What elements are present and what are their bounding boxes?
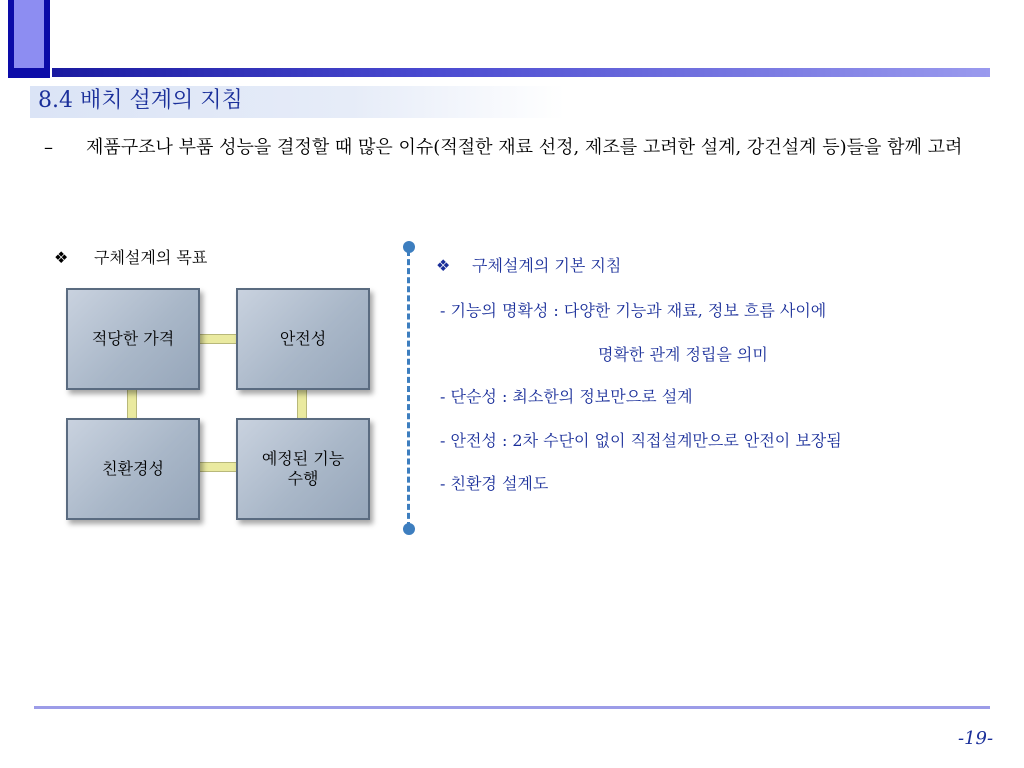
goal-box-eco: 친환경성 [66, 418, 200, 520]
goal-box-safety: 안전성 [236, 288, 370, 390]
connector-top [197, 334, 239, 344]
guideline-item: - 기능의 명확성 : 다양한 기능과 재료, 정보 흐름 사이에 [440, 301, 827, 320]
intro-text: 제품구조나 부품 성능을 결정할 때 많은 이슈(적절한 재료 선정, 제조를 고려한 설계, 강건설계 등)들을 함께 고려 [86, 137, 963, 158]
connector-bottom [197, 462, 239, 472]
separator-dot-bottom [403, 523, 415, 535]
header-decoration-highlight [14, 0, 44, 68]
goals-heading-text: 구체설계의 목표 [94, 248, 208, 267]
goal-box-function: 예정된 기능 수행 [236, 418, 370, 520]
header-rule [52, 68, 990, 77]
bullet-diamond-icon: ❖ [54, 248, 69, 267]
intro-dash: – [44, 137, 53, 158]
guideline-item-continuation: 명확한 관계 정립을 의미 [598, 345, 768, 364]
guidelines-heading-text: 구체설계의 기본 지침 [472, 256, 622, 275]
footer-rule [34, 706, 990, 709]
guidelines-heading [436, 253, 621, 276]
bullet-diamond-icon: ❖ [436, 256, 451, 275]
section-title: 8.4 배치 설계의 지침 [38, 88, 243, 113]
guideline-item: - 단순성 : 최소한의 정보만으로 설계 [440, 387, 693, 406]
goal-box-price: 적당한 가격 [66, 288, 200, 390]
vertical-separator [407, 250, 410, 528]
separator-dot-top [403, 241, 415, 253]
goals-heading [54, 245, 207, 268]
page-number: -19- [958, 728, 994, 749]
guideline-item: - 친환경 설계도 [440, 474, 549, 493]
guideline-item: - 안전성 : 2차 수단이 없이 직접설계만으로 안전이 보장됨 [440, 431, 842, 450]
